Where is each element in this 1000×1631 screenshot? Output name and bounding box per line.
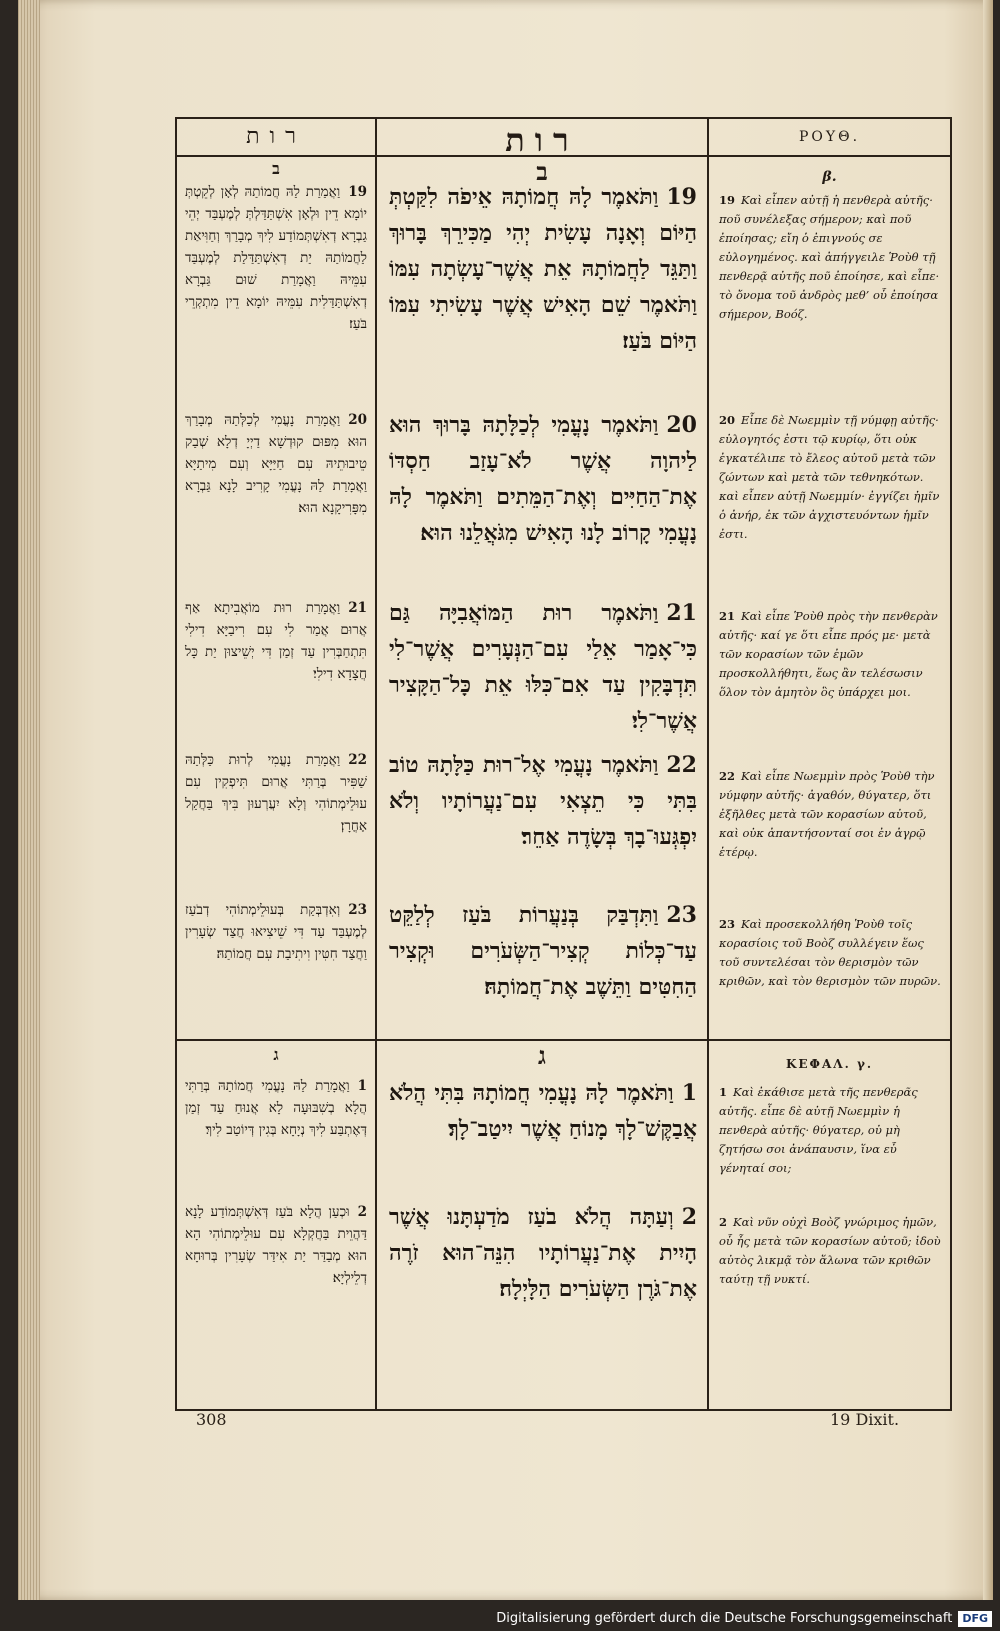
running-head-targum: רות [246,124,306,149]
verse-text: וַתִּדְבַּק בְּנַעֲרוֹת בֹּעַז לְלַקֵּט עַד־כְּלוֹת קְצִיר־הַשְּׂעֹרִים וּקְצִיר הַחִטִּים וַתֵּשֶׁב אֶת־חֲמוֹתָהּ׃ [389,902,697,1000]
verse-text: Καὶ εἶπε Ῥοὺθ πρὸς τὴν πενθερὰν αὐτῆς· καί γε ὅτι εἶπε πρός με· μετὰ τῶν κορασίων τῶν ἐμῶν προσκολλήθητι, ἕως ἂν τελέσωσιν ὅλον τὸν ἀμητὸν ὃς ὑπάρχει μοι. [719,609,938,699]
verse-text: וַתֹּאמֶר לָהּ נָעֳמִי חֲמוֹתָהּ בִּתִּי הֲלֹא אֲבַקֶּשׁ־לָךְ מָנוֹחַ אֲשֶׁר יִיטַב־לָךְ׃ [389,1080,697,1142]
verse-number: 20 [719,413,736,427]
verse-text: וַתֹּאמֶר נָעֳמִי לְכַלָּתָהּ בָּרוּךְ הוּא לַיהוָה אֲשֶׁר לֹא־עָזַב חַסְדּוֹ אֶת־הַחַיִּים וְאֶת־הַמֵּתִים וַתֹּאמֶר לָהּ נָעֳמִי קָרוֹב לָנוּ הָאִישׁ מִגֹּאֲלֵנוּ הוּא׃ [389,412,697,546]
verse-text: Καὶ εἶπε Νωεμμὶν πρὸς Ῥοὺθ τὴν νύμφην αὐτῆς· ἀγαθόν, θύγατερ, ὅτι ἐξῆλθες μετὰ τῶν κορασίων αὐτοῦ, καὶ οὐκ ἀπαντήσονταί σοι ἐν ἀγρῷ ἑτέρῳ. [719,769,935,859]
verse-number: 22 [719,769,736,783]
targum-verse [185,181,367,335]
verse-text: וְאִדְבְּקַת בְּעוּלֵימְתוֹהִי דְבֹעַז לְמֶעְבַּד עַד דִּי שֵׁיצִיאוּ חֲצַד שְׂעָרִין וַחֲצַד חִטִּין וִיתִיבַת עִם חֲמוֹתַהּ׃ [185,902,367,962]
targum-verse [185,1075,367,1141]
greek-verse [719,915,941,991]
verse-number: 1 [681,1080,697,1106]
targum-verse [185,597,367,685]
verse-text: וַאֲמָרַת נָעֳמִי לְכַלְּתַהּ מְבָרַךְ הוּא מִפּוּם קוּדְשָׁא דַיְיָ דְלָא שְׁבַק טֵיבוּתֵיהּ עִם חַיַּיָּא וְעִם מִיתַיָּא וַאֲמָרַת לַהּ נָעֳמִי קָרִיב לָנָא גַּבְרָא מִפָּרִיקָנָא הוּא׃ [185,412,367,516]
verse-number: 1 [357,1078,367,1094]
verse-number: 21 [348,600,367,616]
verse-number: 2 [681,1204,697,1230]
targum-verse [185,409,367,519]
verse-text: וְעַתָּה הֲלֹא בֹעַז מֹדַעְתָּנוּ אֲשֶׁר הָיִית אֶת־נַעֲרוֹתָיו הִנֵּה־הוּא זֹרֶה אֶת־גֹּרֶן הַשְּׂעֹרִים הַלָּיְלָה׃ [389,1204,697,1302]
page-right-edge [983,0,993,1600]
chapter-mark-hebrew: ב [536,157,548,186]
verse-text: וַאֲמָרַת נָעֳמִי לְרוּת כַּלְּתַהּ שַׁפִּיר בְּרַתִּי אֲרוּם תִּיפְקִין עִם עוּלֵימְתוֹהִי וְלָא יִעֲרְעוּן בִּיךְ בַּחֲקַל אָחֳרָן׃ [185,752,367,834]
chapter-mark-greek-3: ΚΕΦΑΛ. γ. [785,1057,874,1071]
verse-text: וַאֲמָרַת רוּת מוֹאֲבִיתָא אַף אֲרוּם אֲמַר לִי עִם רִיבַיָּא דִילִי תִּתְחַבְּרִין עַד זְמַן דִּי יְשֵׁיצוּן יַת כָּל חֲצָדָא דִילִי׃ [185,600,367,682]
verse-number: 23 [666,902,697,928]
hebrew-verse [389,179,697,359]
verse-text: וַאֲמָרַת לַהּ נָעֳמִי חֲמוֹתַהּ בְּרַתִּי הֲלָא בְשִׁבּוּעָה לָא אֲנוּחַ עַד זְמַן דְּאֶתְבַּע לִיךְ נְיָחָא בְּגִין דְּיוֹטַב לִיךְ׃ [185,1078,367,1138]
hebrew-verse [389,897,697,1005]
greek-verse [719,411,941,544]
verse-number: 2 [719,1215,728,1229]
verse-text: Καὶ ἐκάθισε μετὰ τῆς πενθερᾶς αὐτῆς. εἶπε δὲ αὐτῇ Νωεμμὶν ἡ πενθερὰ αὐτῆς· θύγατερ, οὐ μὴ ζητήσω σοι ἀνάπαυσιν, ἵνα εὖ γένηταί σοι; [719,1085,918,1175]
verse-number: 22 [666,752,697,778]
chapter-mark-targum-3: ג [273,1045,279,1064]
targum-verse [185,899,367,965]
verse-text: וַתֹּאמֶר רוּת הַמּוֹאֲבִיָּה גַּם כִּי־אָמַר אֵלַי עִם־הַנְּעָרִים אֲשֶׁר־לִי תִּדְבָּקִין עַד אִם־כִּלּוּ אֵת כָּל־הַקָּצִיר אֲשֶׁר־לִי׃ [389,600,697,734]
targum-verse [185,749,367,837]
verse-number: 2 [357,1204,367,1220]
verse-text: Καὶ προσεκολλήθη Ῥοὺθ τοῖς κορασίοις τοῦ Βοὸζ συλλέγειν ἕως τοῦ συντελέσαι τὸν θερισμὸν τῶν κριθῶν, καὶ τὸν θερισμὸν τῶν πυρῶν. [719,917,941,988]
book-page [18,0,993,1600]
verse-text: וַתֹּאמֶר לָהּ חֲמוֹתָהּ אֵיפֹה לִקַּטְתְּ הַיּוֹם וְאָנָה עָשִׂית יְהִי מַכִּירֵךְ בָּרוּךְ וַתַּגֵּד לַחֲמוֹתָהּ אֵת אֲשֶׁר־עָשְׂתָה עִמּוֹ וַתֹּאמֶר שֵׁם הָאִישׁ אֲשֶׁר עָשִׂיתִי עִמּוֹ הַיּוֹם בֹּעַז׃ [389,184,697,354]
page-stack-edge [18,0,40,1600]
verse-number: 20 [666,412,697,438]
digitization-banner [0,1606,1000,1631]
verse-text: Καὶ νῦν οὐχὶ Βοὸζ γνώριμος ἡμῶν, οὗ ἦς μετὰ τῶν κορασίων αὐτοῦ; ἰδοὺ αὐτὸς λικμᾷ τὸν ἅλωνα τῶν κριθῶν ταύτῃ τῇ νυκτί. [719,1215,941,1286]
verse-number: 20 [348,412,367,428]
greek-verse [719,191,941,324]
digitization-credit: Digitalisierung gefördert durch die Deutsche Forschungsgemeinschaft [496,1611,953,1626]
greek-verse [719,767,941,862]
verse-number: 23 [348,902,367,918]
verse-number: 19 [719,193,736,207]
verse-number: 21 [719,609,736,623]
running-head-greek: ΡΟΥΘ. [798,129,861,145]
chapter-mark-hebrew-3: ג [538,1041,546,1070]
verse-number: 19 [666,184,697,210]
catchword: 19 Dixit. [830,1410,900,1429]
chapter-mark-greek: β. [822,169,837,185]
column-divider-left [375,119,377,1409]
page-number: 308 [196,1410,227,1429]
greek-verse [719,1083,941,1178]
text-frame [175,117,952,1411]
targum-verse [185,1201,367,1289]
verse-text: וַאֲמַרַת לַהּ חֲמוֹתַהּ לְאָן לְקֵטְתְּ יוֹמָא דֵין וּלְאָן אִשְׁתַּדַּלְתְּ לְמֶעְבַּד יְהֵי גַבְרָא דְאִשְׁתְּמוֹדַע לִיךְ מְבָרַךְ וְחַוִּיאַת לַחֲמוֹתַהּ יַת דְאִשְׁתַּדַּלַת לְמֶעְבַּד עִמֵּיהּ וַאֲמָרַת שׁוּם גַּבְרָא דְאִשְׁתַּדַּלִית עִמֵּיהּ יוֹמָא דֵין מִתְקְרֵי בֹּעַז׃ [185,184,367,332]
hebrew-verse [389,407,697,551]
verse-number: 21 [666,600,697,626]
dfg-logo: DFG [958,1611,992,1627]
hebrew-verse [389,595,697,739]
verse-number: 1 [719,1085,728,1099]
verse-text: וַתֹּאמֶר נָעֳמִי אֶל־רוּת כַּלָּתָהּ טוֹב בִּתִּי כִּי תֵצְאִי עִם־נַעֲרוֹתָיו וְלֹא יִפְגְּעוּ־בָךְ בְּשָׂדֶה אַחֵר׃ [389,752,697,850]
verse-text: וּכְעַן הֲלָא בֹּעַז דְּאִשְׁתְּמוֹדַע לָנָא דַּהֲוֵית בַּחֲקְלָא עִם עוּלֵימְתוֹהִי הָא הוּא מְבַדַּר יַת אִידַּר שְׂעָרִין בְּרוּחָא דְלֵילְיָא׃ [185,1204,367,1286]
verse-text: Καὶ εἶπεν αὐτῇ ἡ πενθερὰ αὐτῆς· ποῦ συνέλεξας σήμερον; καὶ ποῦ ἐποίησας; εἴη ὁ ἐπιγνούς σε εὐλογημένος. καὶ ἀπήγγειλε Ῥοὺθ τῇ πενθερᾷ αὐτῆς ποῦ ἐποίησε, καὶ εἶπε· τὸ ὄνομα τοῦ ἀνδρὸς μεθ’ οὗ ἐποίησα σήμερον, Βοόζ. [719,193,940,321]
greek-verse [719,607,941,702]
chapter-mark-targum: ב [272,159,280,178]
verse-number: 23 [719,917,736,931]
hebrew-verse [389,747,697,855]
hebrew-verse [389,1075,697,1147]
verse-number: 19 [348,184,367,200]
column-divider-right [707,119,709,1409]
greek-verse [719,1213,941,1289]
verse-text: Εἶπε δὲ Νωεμμὶν τῇ νύμφῃ αὐτῆς· εὐλογητός ἐστι τῷ κυρίῳ, ὅτι οὐκ ἐγκατέλιπε τὸ ἔλεος αὐτοῦ μετὰ τῶν ζώντων καὶ μετὰ τῶν τεθνηκότων. καὶ εἶπεν αὐτῇ Νωεμμίν· ἐγγίζει ἡμῖν ὁ ἀνήρ, ἐκ τῶν ἀγχιστευόντων ἡμῖν ἐστι. [719,413,940,541]
running-head-hebrew: רות [505,121,579,159]
verse-number: 22 [348,752,367,768]
hebrew-verse [389,1199,697,1307]
